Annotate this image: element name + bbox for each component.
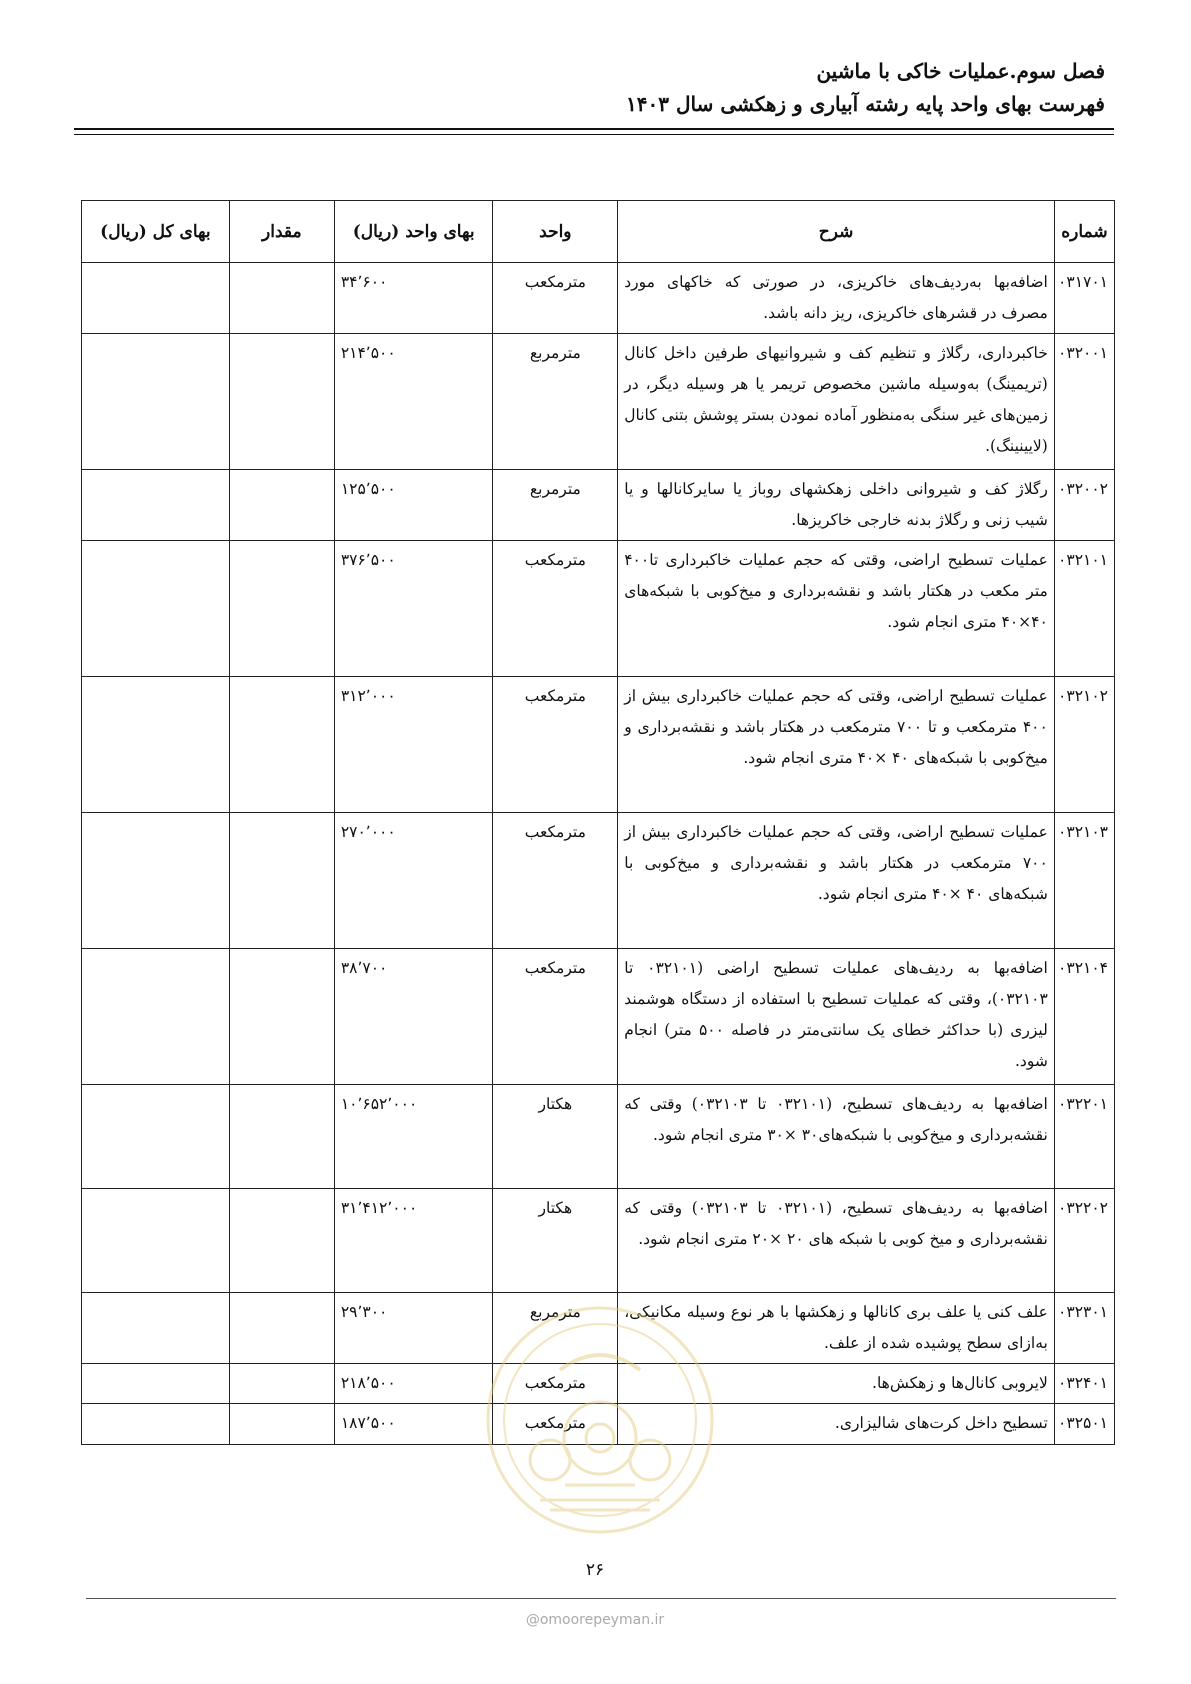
item-code: ۰۳۲۲۰۱: [1054, 1085, 1114, 1189]
item-code: ۰۳۱۷۰۱: [1054, 263, 1114, 334]
item-unit-price: ۲۷۰٬۰۰۰: [334, 813, 493, 949]
item-quantity: [229, 677, 334, 813]
footer-url: @omoorepeyman.ir: [525, 1612, 665, 1628]
item-total: [82, 1364, 230, 1404]
item-quantity: [229, 813, 334, 949]
table-row: [82, 949, 1115, 1085]
item-unit-price: ۳۴٬۶۰۰: [334, 263, 493, 334]
item-total: [82, 1085, 230, 1189]
item-code: ۰۳۲۴۰۱: [1054, 1364, 1114, 1404]
item-code: ۰۳۲۰۰۱: [1054, 334, 1114, 470]
price-table: [81, 200, 1115, 1445]
col-header-quantity: مقدار: [229, 201, 334, 263]
item-description: عملیات تسطیح اراضی، وقتی که حجم عملیات خاکبرداری بیش از ۷۰۰ مترمکعب در هکتار باشد و نقشه‌برداری و میخ‌کوبی با شبکه‌های ۴۰ ×۴۰ متری انجام شود.: [618, 813, 1055, 949]
footer-rule: [86, 1598, 1116, 1599]
page-header: [626, 56, 1105, 120]
item-unit-price: ۲۱۴٬۵۰۰: [334, 334, 493, 470]
item-description: عملیات تسطیح اراضی، وقتی که حجم عملیات خاکبرداری تا۴۰۰ متر مکعب در هکتار باشد و نقشه‌برداری و میخ‌کوبی با شبکه‌های ۴۰×۴۰ متری انجام شود.: [618, 541, 1055, 677]
item-total: [82, 470, 230, 541]
table-row: [82, 1364, 1115, 1404]
table-row: [82, 1085, 1115, 1189]
chapter-title: فصل سوم.عملیات خاکی با ماشین: [816, 59, 1105, 83]
item-quantity: [229, 1404, 334, 1445]
item-description: اضافه‌بها به ردیف‌های عملیات تسطیح اراضی (۰۳۲۱۰۱ تا ۰۳۲۱۰۳)، وقتی که عملیات تسطیح با استفاده از دستگاه هوشمند لیزری (با حداکثر خطای یک سانتی‌متر در فاصله ۵۰۰ متر) انجام شود.: [618, 949, 1055, 1085]
page-number: ۲۶: [585, 1560, 605, 1580]
item-description: رگلاژ کف و شیروانی داخلی زهکشهای روباز یا سایرکانالها و یا شیب زنی و رگلاژ بدنه خارجی خاکریزها.: [618, 470, 1055, 541]
item-unit-price: ۲۱۸٬۵۰۰: [334, 1364, 493, 1404]
item-quantity: [229, 263, 334, 334]
item-description: علف کنی یا علف بری کانالها و زهکشها با هر نوع وسیله مکانیکی، به‌ازای سطح پوشیده شده از علف.: [618, 1293, 1055, 1364]
table-row: [82, 1293, 1115, 1364]
item-unit-price: ۳۱٬۴۱۲٬۰۰۰: [334, 1189, 493, 1293]
header-rule-thick: [74, 128, 1114, 130]
item-unit: مترمکعب: [493, 541, 618, 677]
table-row: [82, 470, 1115, 541]
table-row: [82, 1404, 1115, 1445]
item-description: لایروبی کانال‌ها و زهکش‌ها.: [618, 1364, 1055, 1404]
item-quantity: [229, 470, 334, 541]
price-list-subtitle: فهرست بهای واحد پایه رشته آبیاری و زهکشی سال ۱۴۰۳: [626, 92, 1105, 116]
item-quantity: [229, 541, 334, 677]
item-description: تسطیح داخل کرت‌های شالیزاری.: [618, 1404, 1055, 1445]
table-row: [82, 1189, 1115, 1293]
item-unit-price: ۱۰٬۶۵۲٬۰۰۰: [334, 1085, 493, 1189]
item-total: [82, 1404, 230, 1445]
item-total: [82, 541, 230, 677]
item-description: اضافه‌بها به‌ردیف‌های خاکریزی، در صورتی که خاکهای مورد مصرف در قشرهای خاکریزی، ریز دانه باشد.: [618, 263, 1055, 334]
item-unit: هکتار: [493, 1189, 618, 1293]
col-header-code: شماره: [1054, 201, 1114, 263]
item-unit: مترمربع: [493, 334, 618, 470]
item-unit: مترمکعب: [493, 949, 618, 1085]
item-code: ۰۳۲۱۰۲: [1054, 677, 1114, 813]
item-total: [82, 813, 230, 949]
item-quantity: [229, 1085, 334, 1189]
item-unit-price: ۳۱۲٬۰۰۰: [334, 677, 493, 813]
table-row: [82, 263, 1115, 334]
table-header-row: [82, 201, 1115, 263]
header-rule-thin: [74, 134, 1114, 135]
table-row: [82, 677, 1115, 813]
item-code: ۰۳۲۵۰۱: [1054, 1404, 1114, 1445]
item-unit-price: ۳۷۶٬۵۰۰: [334, 541, 493, 677]
item-quantity: [229, 1189, 334, 1293]
item-quantity: [229, 949, 334, 1085]
item-quantity: [229, 1293, 334, 1364]
item-description: اضافه‌بها به ردیف‌های تسطیح، (۰۳۲۱۰۱ تا ۰۳۲۱۰۳) وقتی که نقشه‌برداری و میخ کوبی با شبکه های ۲۰ ×۲۰ متری انجام شود.: [618, 1189, 1055, 1293]
item-unit: مترمکعب: [493, 1404, 618, 1445]
col-header-description: شرح: [618, 201, 1055, 263]
item-code: ۰۳۲۱۰۳: [1054, 813, 1114, 949]
item-unit: مترمربع: [493, 1293, 618, 1364]
item-total: [82, 1293, 230, 1364]
item-unit: مترمکعب: [493, 263, 618, 334]
item-unit: مترمربع: [493, 470, 618, 541]
table-row: [82, 334, 1115, 470]
item-unit-price: ۲۹٬۳۰۰: [334, 1293, 493, 1364]
item-code: ۰۳۲۱۰۱: [1054, 541, 1114, 677]
item-total: [82, 677, 230, 813]
item-total: [82, 263, 230, 334]
table-row: [82, 541, 1115, 677]
item-unit: هکتار: [493, 1085, 618, 1189]
item-description: خاکبرداری، رگلاژ و تنظیم کف و شیروانیهای طرفین داخل کانال (تریمینگ) به‌وسیله ماشین مخصوص تریمر یا هر وسیله دیگر، در زمین‌های غیر سنگی به‌منظور آماده نمودن بستر پوشش بتنی کانال (لایینینگ).: [618, 334, 1055, 470]
item-code: ۰۳۲۳۰۱: [1054, 1293, 1114, 1364]
item-unit: مترمکعب: [493, 677, 618, 813]
item-total: [82, 1189, 230, 1293]
item-description: اضافه‌بها به ردیف‌های تسطیح، (۰۳۲۱۰۱ تا ۰۳۲۱۰۳) وقتی که نقشه‌برداری و میخ‌کوبی با شبکه‌های۳۰ ×۳۰ متری انجام شود.: [618, 1085, 1055, 1189]
item-quantity: [229, 1364, 334, 1404]
item-unit: مترمکعب: [493, 813, 618, 949]
item-code: ۰۳۲۱۰۴: [1054, 949, 1114, 1085]
col-header-unit: واحد: [493, 201, 618, 263]
item-unit-price: ۱۸۷٬۵۰۰: [334, 1404, 493, 1445]
item-quantity: [229, 334, 334, 470]
item-unit-price: ۱۲۵٬۵۰۰: [334, 470, 493, 541]
item-description: عملیات تسطیح اراضی، وقتی که حجم عملیات خاکبرداری بیش از ۴۰۰ مترمکعب و تا ۷۰۰ مترمکعب در هکتار باشد و نقشه‌برداری و میخ‌کوبی با شبکه‌های ۴۰ ×۴۰ متری انجام شود.: [618, 677, 1055, 813]
table-row: [82, 813, 1115, 949]
item-unit: مترمکعب: [493, 1364, 618, 1404]
col-header-unit-price: بهای واحد (ریال): [334, 201, 493, 263]
col-header-total-price: بهای کل (ریال): [82, 201, 230, 263]
item-total: [82, 949, 230, 1085]
item-unit-price: ۳۸٬۷۰۰: [334, 949, 493, 1085]
item-total: [82, 334, 230, 470]
item-code: ۰۳۲۰۰۲: [1054, 470, 1114, 541]
item-code: ۰۳۲۲۰۲: [1054, 1189, 1114, 1293]
